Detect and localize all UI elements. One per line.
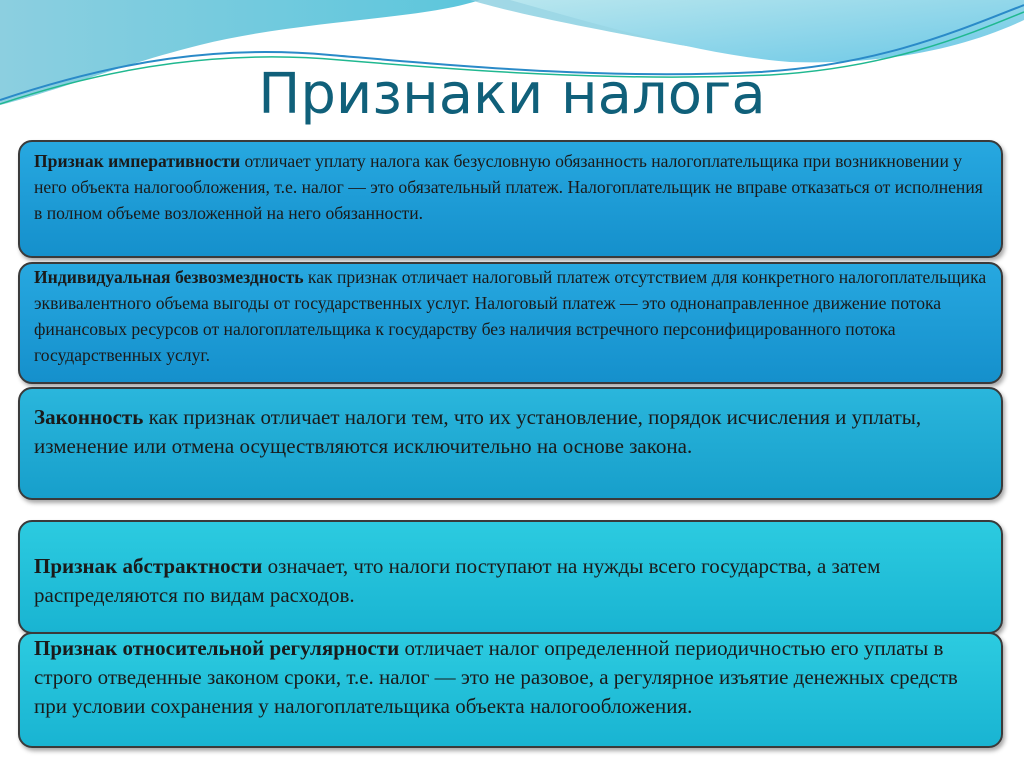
slide-title: Признаки налога — [258, 62, 766, 127]
feature-box-gratuitous — [18, 262, 1003, 384]
feature-text: как признак отличает налоги тем, что их установление, порядок исчисления и уплаты, изменение или отмена осуществляются исключительно на основе закона. — [34, 405, 922, 458]
feature-text: означает, что налоги поступают на нужды всего государства, а затем распределяются по видам расходов. — [34, 554, 881, 607]
feature-text: отличает налог определенной периодичностью его уплаты в строго отведенные законом сроки, т.е. налог — это не разовое, а регулярное изъятие денежных средств при условии сохранения у налогоплательщика объекта налогообложения. — [34, 636, 958, 718]
feature-term: Признак абстрактности — [34, 554, 263, 578]
feature-box-abstractness — [18, 520, 1003, 634]
feature-text: как признак отличает налоговый платеж отсутствием для конкретного налогоплательщика эквивалентного объема выгоды от государственных услуг. Налоговый платеж — это однонаправленное движение потока финансовых ресурсов от налогоплательщика к государству без наличия встречного персонифицированного потока государственных услуг. — [34, 267, 987, 365]
feature-term: Признак относительной регулярности — [34, 636, 400, 660]
feature-term: Признак императивности — [34, 151, 241, 171]
feature-text: отличает уплату налога как безусловную обязанность налогоплательщика при возникновении у него объекта налогообложения, т.е. налог — это обязательный платеж. Налогоплательщик не вправе отказаться от исполнения в полном объеме возложенной на него обязанности. — [34, 151, 983, 223]
feature-term: Индивидуальная безвозмездность — [34, 267, 304, 287]
feature-box-legality — [18, 387, 1003, 500]
feature-term: Законность — [34, 405, 144, 429]
feature-box-imperative — [18, 140, 1003, 258]
feature-box-regularity — [18, 632, 1003, 748]
